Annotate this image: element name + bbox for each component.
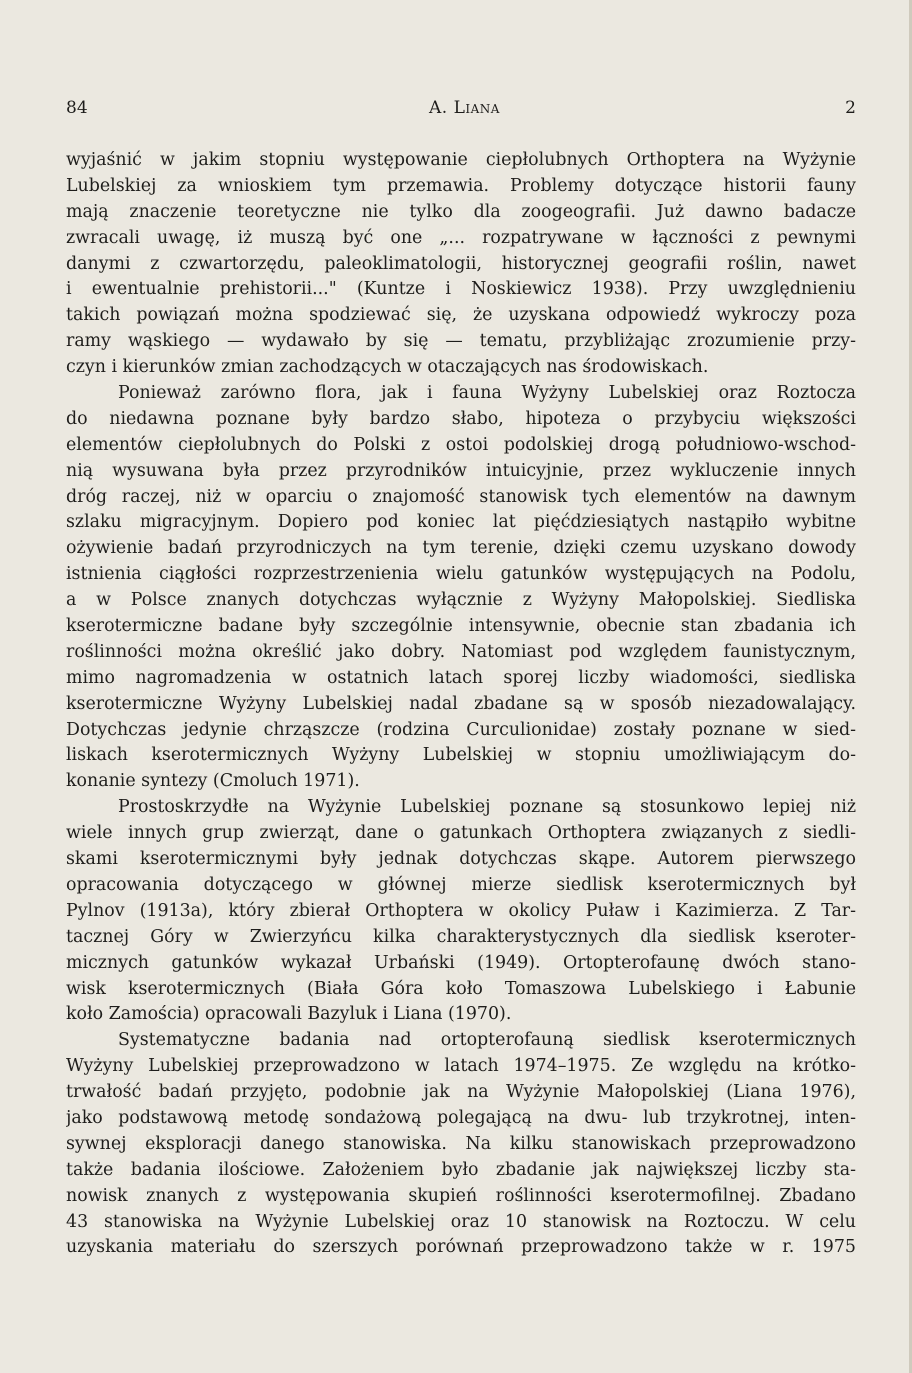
text-line: nowisk znanych z występowania skupień roślinności kserotermofilnej. Zbadano	[66, 1185, 856, 1206]
text-line: Dotychczas jedynie chrząszcze (rodzina Curculionidae) zostały poznane w sied-	[66, 719, 856, 740]
text-line: kserotermiczne badane były szczególnie intensywnie, obecnie stan zbadania ich	[66, 616, 856, 637]
text-line: wisk kserotermicznych (Biała Góra koło Tomaszowa Lubelskiego i Łabunie	[66, 978, 856, 999]
text-line: Ponieważ zarówno flora, jak i fauna Wyżyny Lubelskiej oraz Roztocza	[118, 383, 856, 404]
text-line: szlaku migracyjnym. Dopiero pod koniec lat pięćdziesiątych nastąpiło wybitne	[66, 512, 856, 533]
text-line: konanie syntezy (Cmoluch 1971).	[66, 771, 360, 792]
text-line: mimo nagromadzenia w ostatnich latach sporej liczby wiadomości, siedliska	[66, 667, 856, 688]
text-line: roślinności można określić jako dobry. Natomiast pod względem faunistycznym,	[66, 641, 856, 662]
text-line: Pylnov (1913a), który zbierał Orthoptera w okolicy Puław i Kazimierza. Z Tar-	[66, 900, 856, 921]
text-line: nią wysuwana była przez przyrodników intuicyjnie, przez wykluczenie innych	[66, 460, 856, 481]
text-line: skami kserotermicznymi były jednak dotychczas skąpe. Autorem pierwszego	[66, 849, 856, 870]
issue-number: 2	[845, 98, 856, 118]
text-line: danymi z czwartorzędu, paleoklimatologii, historycznej geografii roślin, nawet	[66, 253, 856, 274]
text-line: opracowania dotyczącego w głównej mierze siedlisk kserotermicznych był	[66, 874, 856, 895]
text-line: mają znaczenie teoretyczne nie tylko dla zoogeografii. Już dawno badacze	[66, 201, 856, 222]
text-line: 43 stanowiska na Wyżynie Lubelskiej oraz 10 stanowisk na Roztoczu. W celu	[66, 1211, 856, 1232]
text-line: takich powiązań można spodziewać się, że uzyskana odpowiedź wykroczy poza	[66, 305, 856, 326]
text-line: Lubelskiej za wnioskiem tym przemawia. Problemy dotyczące historii fauny	[66, 175, 856, 196]
text-line: dróg raczej, niż w oparciu o znajomość stanowisk tych elementów na dawnym	[66, 486, 856, 507]
text-line: tacznej Góry w Zwierzyńcu kilka charakterystycznych dla siedlisk kseroter-	[66, 926, 856, 947]
text-line: liskach kserotermicznych Wyżyny Lubelskiej w stopniu umożliwiającym do-	[66, 745, 856, 766]
text-line: trwałość badań przyjęto, podobnie jak na Wyżynie Małopolskiej (Liana 1976),	[66, 1082, 856, 1103]
text-line: Wyżyny Lubelskiej przeprowadzono w latach 1974–1975. Ze względu na krótko-	[66, 1056, 856, 1077]
text-line: jako podstawową metodę sondażową polegającą na dwu- lub trzykrotnej, inten-	[66, 1107, 856, 1128]
text-line: także badania ilościowe. Założeniem było zbadanie jak największej liczby sta-	[66, 1159, 856, 1180]
text-line: elementów ciepłolubnych do Polski z ostoi podolskiej drogą południowo-wschod-	[66, 434, 856, 455]
text-line: Prostoskrzydłe na Wyżynie Lubelskiej poznane są stosunkowo lepiej niż	[118, 797, 856, 818]
text-line: koło Zamościa) opracowali Bazyluk i Liana (1970).	[66, 1004, 512, 1025]
text-line: uzyskania materiału do szerszych porównań przeprowadzono także w r. 1975	[66, 1237, 856, 1258]
text-line: zwracali uwagę, iż muszą być one „... rozpatrywane w łączności z pewnymi	[66, 227, 856, 248]
text-line: kserotermiczne Wyżyny Lubelskiej nadal zbadane są w sposób niezadowalający.	[66, 693, 856, 714]
text-line: a w Polsce znanych dotychczas wyłącznie z Wyżyny Małopolskiej. Siedliska	[66, 590, 856, 611]
text-line: micznych gatunków wykazał Urbański (1949). Ortopterofaunę dwóch stano-	[66, 952, 856, 973]
running-header	[66, 98, 856, 128]
text-line: sywnej eksploracji danego stanowiska. Na kilku stanowiskach przeprowadzono	[66, 1133, 856, 1154]
page-number: 84	[66, 98, 88, 118]
text-line: czyn i kierunków zmian zachodzących w otaczających nas środowiskach.	[66, 357, 709, 378]
text-line: istnienia ciągłości rozprzestrzenienia wielu gatunków występujących na Podolu,	[66, 564, 856, 585]
text-line: i ewentualnie prehistorii..." (Kuntze i Noskiewicz 1938). Przy uwzględnieniu	[66, 279, 856, 300]
running-title: A. Liana	[429, 98, 500, 118]
text-line: wyjaśnić w jakim stopniu występowanie ciepłolubnych Orthoptera na Wyżynie	[66, 150, 856, 170]
text-line: do niedawna poznane były bardzo słabo, hipoteza o przybyciu większości	[66, 408, 856, 429]
text-line: wiele innych grup zwierząt, dane o gatunkach Orthoptera związanych z siedli-	[66, 823, 856, 844]
text-line: ramy wąskiego — wydawało by się — tematu, przybliżając zrozumienie przy-	[66, 331, 856, 352]
text-line: ożywienie badań przyrodniczych na tym terenie, dzięki czemu uzyskano dowody	[66, 538, 856, 559]
body-text	[66, 148, 856, 1261]
text-line: Systematyczne badania nad ortopterofauną siedlisk kserotermicznych	[118, 1030, 856, 1051]
